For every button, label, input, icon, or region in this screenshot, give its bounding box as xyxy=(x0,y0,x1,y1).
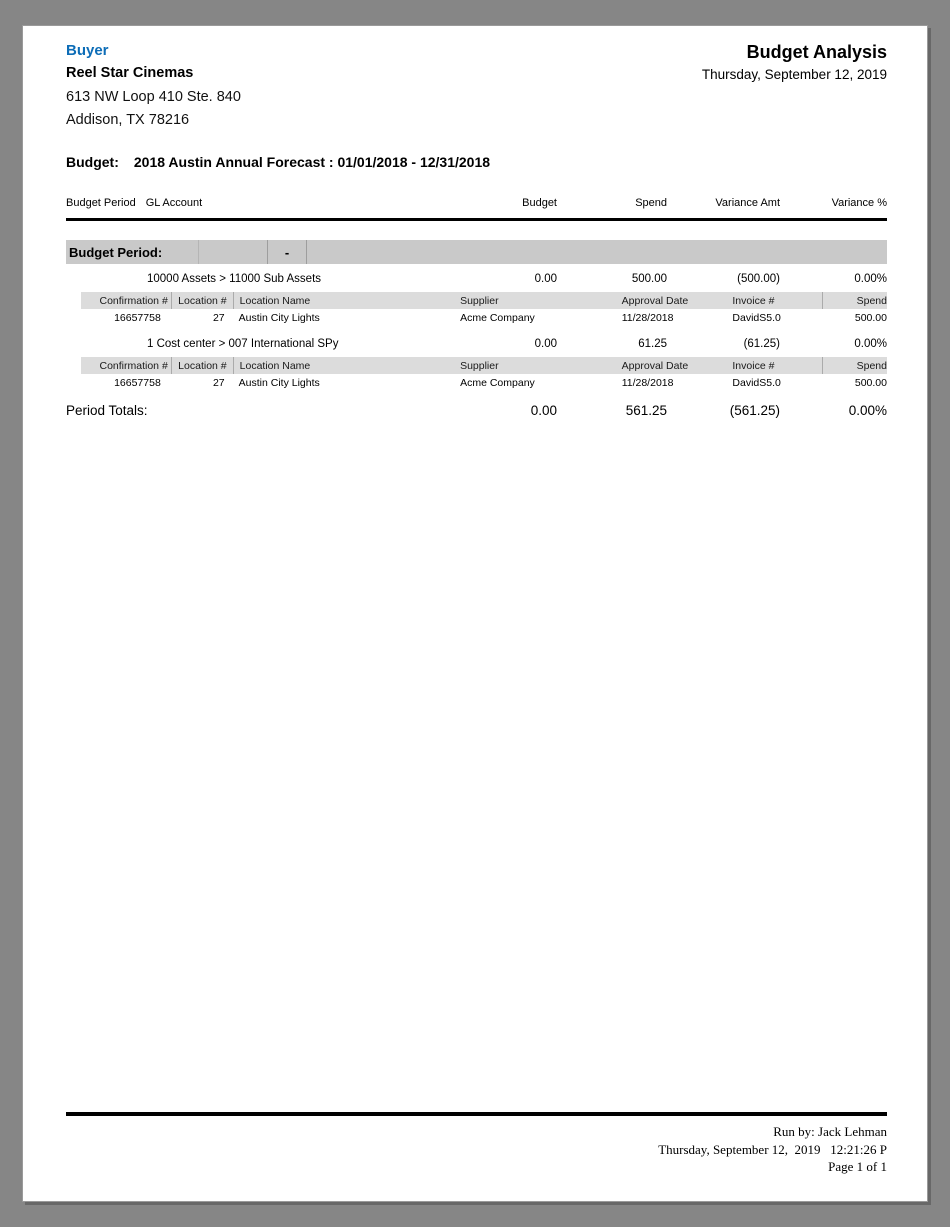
detail-header-supplier: Supplier xyxy=(460,294,499,307)
detail-approval-date: 11/28/2018 xyxy=(621,312,674,324)
gl-variance-pct: 0.00% xyxy=(854,337,887,350)
report-date: Thursday, September 12, 2019 xyxy=(701,67,887,82)
header-budget-period: Budget Period xyxy=(66,197,136,209)
detail-header-approval-date: Approval Date xyxy=(621,359,689,372)
detail-spend: 500.00 xyxy=(854,377,887,389)
budget-period-bar xyxy=(66,240,887,264)
budget-line xyxy=(66,154,887,170)
totals-budget: 0.00 xyxy=(530,402,557,418)
buyer-block xyxy=(66,42,241,135)
budget-value: 2018 Austin Annual Forecast : 01/01/2018 - 12/31/2018 xyxy=(133,154,491,170)
gl-account: 1 Cost center > 007 International SPy xyxy=(147,337,339,350)
column-headers xyxy=(66,197,887,209)
period-totals-label: Period Totals: xyxy=(66,402,148,418)
header-gl-account: GL Account xyxy=(145,197,203,209)
footer-rule xyxy=(66,1112,887,1116)
detail-header-row xyxy=(81,357,887,374)
report-header xyxy=(66,42,887,135)
period-totals-row xyxy=(66,400,887,420)
gl-variance-pct: 0.00% xyxy=(854,272,887,285)
footer-run-by: Run by: Jack Lehman xyxy=(773,1124,887,1139)
gl-spend: 61.25 xyxy=(638,337,667,350)
gl-summary-row xyxy=(66,334,887,353)
detail-header-confirmation: Confirmation # xyxy=(99,359,168,372)
report-title: Budget Analysis xyxy=(746,42,887,62)
detail-subtable xyxy=(81,357,887,392)
detail-spend: 500.00 xyxy=(854,312,887,324)
detail-supplier: Acme Company xyxy=(460,312,535,324)
title-block xyxy=(702,42,887,135)
detail-invoice: DavidS5.0 xyxy=(732,377,781,389)
detail-header-confirmation: Confirmation # xyxy=(99,294,168,307)
detail-header-invoice: Invoice # xyxy=(732,359,775,372)
gl-account: 10000 Assets > 11000 Sub Assets xyxy=(147,272,322,285)
detail-subtable xyxy=(81,292,887,327)
detail-header-approval-date: Approval Date xyxy=(621,294,689,307)
gl-variance-amt: (61.25) xyxy=(743,337,780,350)
detail-location-name: Austin City Lights xyxy=(238,312,320,324)
header-budget: Budget xyxy=(522,197,557,209)
footer-datetime: Thursday, September 12, 2019 12:21:26 P xyxy=(658,1141,887,1157)
detail-supplier: Acme Company xyxy=(460,377,535,389)
footer-page-number: Page 1 of 1 xyxy=(828,1159,887,1175)
detail-location-name: Austin City Lights xyxy=(238,377,320,389)
buyer-address-line1: 613 NW Loop 410 Ste. 840 xyxy=(66,89,241,105)
detail-header-supplier: Supplier xyxy=(460,359,499,372)
gl-group xyxy=(66,269,887,327)
header-rule xyxy=(66,218,887,221)
totals-spend: 561.25 xyxy=(625,402,667,418)
budget-period-bar-label: Budget Period: xyxy=(66,240,199,264)
period-range-separator: - xyxy=(268,240,307,264)
detail-confirmation: 16657758 xyxy=(114,377,161,389)
buyer-name: Reel Star Cinemas xyxy=(66,65,194,81)
detail-header-row xyxy=(81,292,887,309)
gl-spend: 500.00 xyxy=(631,272,667,285)
totals-variance-amt: (561.25) xyxy=(729,402,780,418)
detail-confirmation: 16657758 xyxy=(114,312,161,324)
buyer-address-line2: Addison, TX 78216 xyxy=(66,112,190,128)
budget-label: Budget: xyxy=(66,154,119,170)
detail-header-spend: Spend xyxy=(822,357,887,374)
detail-header-invoice: Invoice # xyxy=(732,294,775,307)
header-variance-pct: Variance % xyxy=(831,197,887,209)
gl-budget: 0.00 xyxy=(534,337,557,350)
buyer-label: Buyer xyxy=(66,42,109,59)
detail-approval-date: 11/28/2018 xyxy=(621,377,674,389)
detail-header-location-name: Location Name xyxy=(233,357,455,374)
gl-summary-row xyxy=(66,269,887,288)
gl-budget: 0.00 xyxy=(534,272,557,285)
detail-row xyxy=(81,374,887,392)
period-from-field xyxy=(199,240,268,264)
report-footer xyxy=(66,1112,887,1176)
gl-variance-amt: (500.00) xyxy=(737,272,780,285)
detail-header-location-name: Location Name xyxy=(233,292,455,309)
header-variance-amt: Variance Amt xyxy=(715,197,780,209)
header-spend: Spend xyxy=(635,197,667,209)
detail-row xyxy=(81,309,887,327)
detail-header-location: Location # xyxy=(171,292,233,309)
detail-invoice: DavidS5.0 xyxy=(732,312,781,324)
detail-header-spend: Spend xyxy=(822,292,887,309)
detail-location: 27 xyxy=(212,312,225,324)
gl-group xyxy=(66,334,887,392)
detail-header-location: Location # xyxy=(171,357,233,374)
totals-variance-pct: 0.00% xyxy=(848,402,887,418)
report-page xyxy=(22,25,928,1202)
detail-location: 27 xyxy=(212,377,225,389)
